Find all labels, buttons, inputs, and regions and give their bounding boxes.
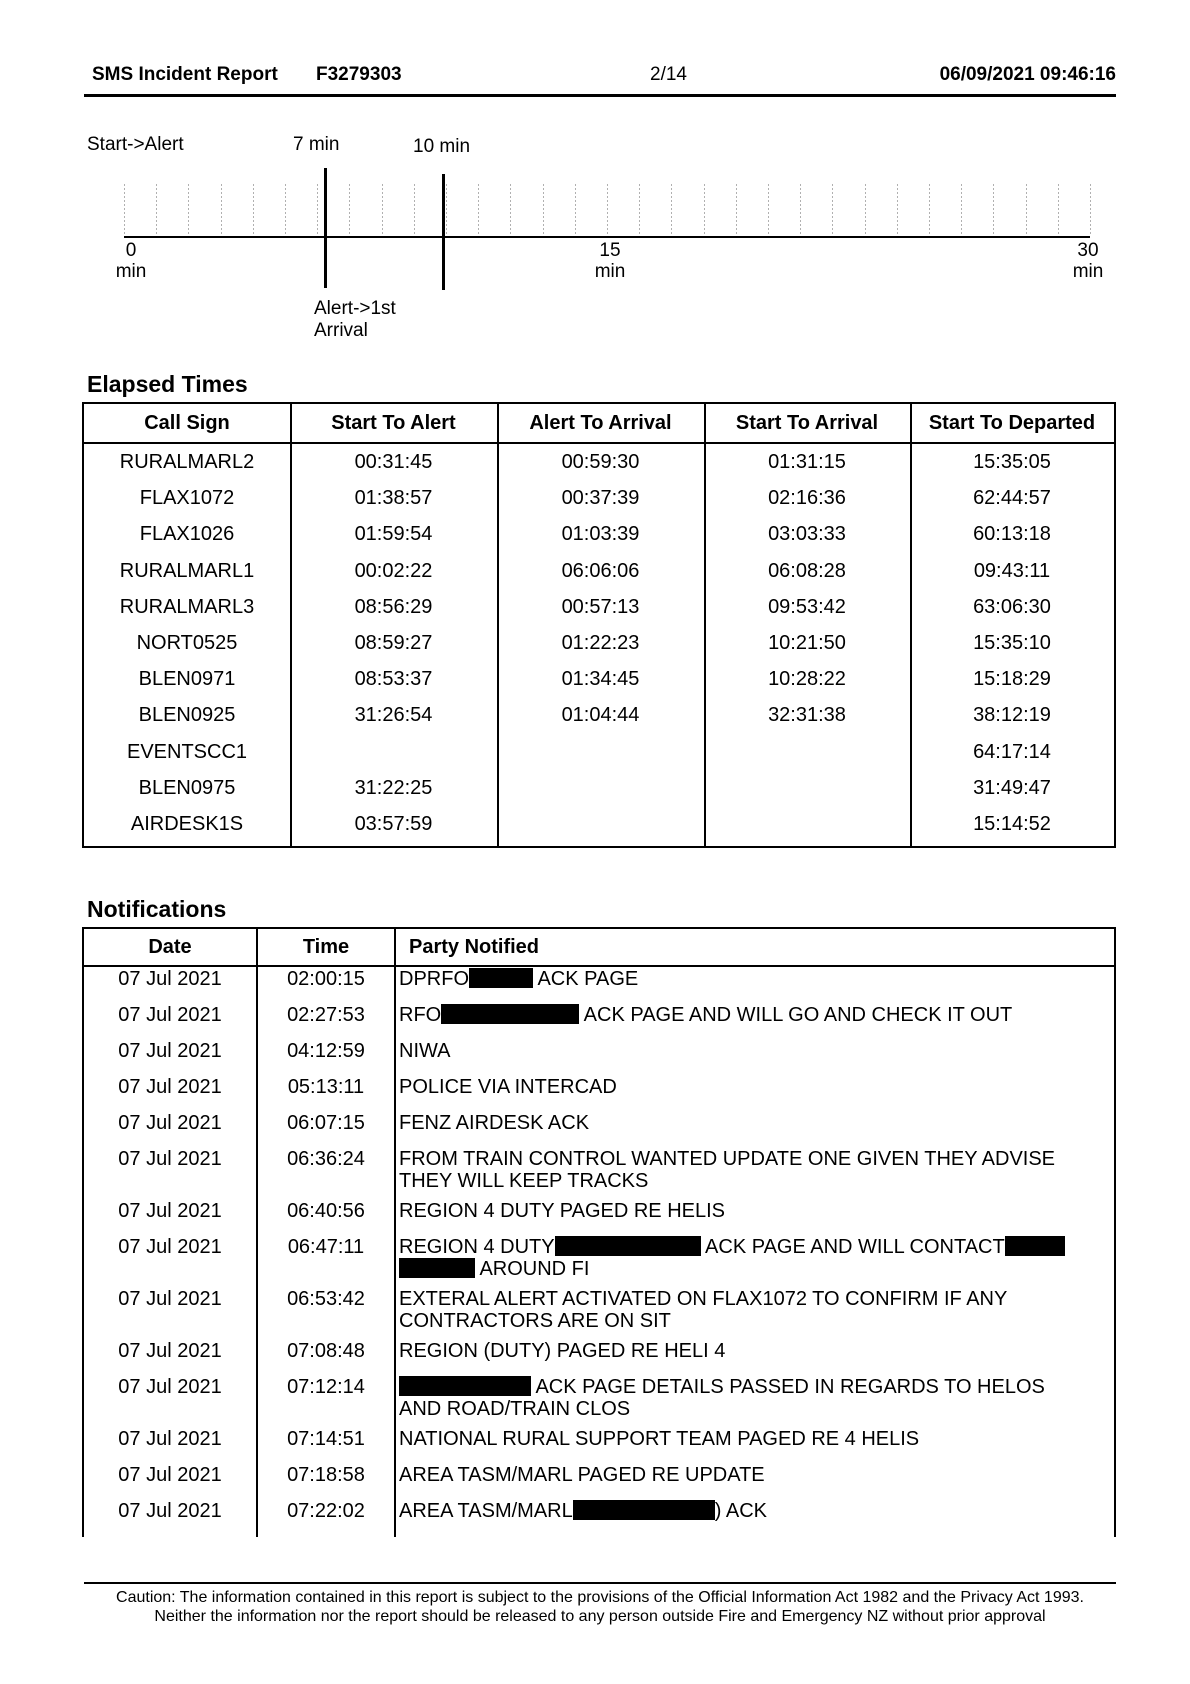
table-cell: 09:43:11 <box>973 559 1051 582</box>
notification-time: 05:13:11 <box>287 1076 365 1098</box>
table-cell: 15:35:10 <box>973 632 1051 654</box>
table-cell: 00:37:39 <box>561 487 640 510</box>
timeline-tick <box>639 184 640 236</box>
party-text: AROUND FI <box>479 1258 590 1280</box>
timeline-tick <box>671 184 672 236</box>
elapsed-times-title: Elapsed Times <box>87 371 248 397</box>
axis-label-30: 30 min <box>1072 240 1104 282</box>
notification-date: 07 Jul 2021 <box>118 968 222 990</box>
timeline-tick <box>414 184 415 236</box>
party-notified <box>399 1004 1104 1026</box>
table-cell: EVENTSCC1 <box>126 740 248 763</box>
notification-date: 07 Jul 2021 <box>118 1340 222 1362</box>
party-text: ACK PAGE AND WILL GO AND CHECK IT OUT <box>583 1004 1013 1026</box>
notification-time: 06:40:56 <box>287 1200 365 1222</box>
party-text: NATIONAL RURAL SUPPORT TEAM PAGED RE 4 HELIS <box>399 1428 920 1450</box>
column-header: Party Notified <box>409 936 540 958</box>
start-alert-marker <box>324 168 327 288</box>
notification-time: 07:14:51 <box>287 1428 365 1450</box>
party-text: REGION (DUTY) PAGED RE HELI 4 <box>399 1340 726 1362</box>
party-text: DPRFO <box>399 968 469 990</box>
party-notified <box>399 1148 1104 1192</box>
alert-arrival-label: Alert->1st Arrival <box>314 298 396 341</box>
notification-time: 06:36:24 <box>287 1148 365 1170</box>
party-text: ACK PAGE DETAILS PASSED IN REGARDS TO HELOS <box>535 1376 1045 1398</box>
column-header: Start To Departed <box>928 412 1096 434</box>
table-cell: 01:31:15 <box>768 451 846 473</box>
party-text: REGION 4 DUTY PAGED RE HELIS <box>399 1200 726 1222</box>
table-cell: 01:59:54 <box>354 523 433 546</box>
notification-time: 06:07:15 <box>287 1112 365 1134</box>
party-notified <box>399 1500 1104 1522</box>
table-cell: 10:21:50 <box>768 632 846 654</box>
notification-time: 07:18:58 <box>287 1464 365 1486</box>
notification-date: 07 Jul 2021 <box>118 1500 222 1522</box>
table-cell: 00:31:45 <box>354 451 433 473</box>
column-header: Start To Arrival <box>735 412 879 434</box>
table-row <box>84 480 1114 516</box>
table-cell: AIRDESK1S <box>130 813 244 835</box>
timeline-tick <box>446 184 447 236</box>
table-cell: 64:17:14 <box>973 740 1051 763</box>
table-cell: BLEN0971 <box>138 668 236 691</box>
table-cell: 01:22:23 <box>561 632 640 654</box>
party-notified <box>399 1288 1104 1332</box>
notifications-table-header <box>84 929 1114 967</box>
party-text: NIWA <box>399 1040 451 1062</box>
notification-date: 07 Jul 2021 <box>118 1428 222 1450</box>
party-notified <box>399 1200 1104 1222</box>
redaction-block <box>399 1258 475 1278</box>
table-row <box>84 553 1114 589</box>
column-header: Date <box>148 936 192 958</box>
notification-time: 06:47:11 <box>287 1236 365 1258</box>
notification-date: 07 Jul 2021 <box>118 1004 222 1026</box>
party-text: ACK PAGE <box>537 968 639 990</box>
table-cell: 15:18:29 <box>973 668 1051 691</box>
notification-time: 04:12:59 <box>287 1040 365 1062</box>
table-cell: 62:44:57 <box>973 487 1051 510</box>
notifications-title: Notifications <box>87 896 227 922</box>
party-notified <box>399 1236 1104 1280</box>
timeline-tick <box>1026 184 1027 236</box>
notification-date: 07 Jul 2021 <box>118 1200 222 1222</box>
table-cell: 01:34:45 <box>561 668 640 691</box>
notification-time: 02:27:53 <box>287 1004 365 1026</box>
timeline-tick <box>768 184 769 236</box>
redaction-block <box>469 968 533 988</box>
table-row <box>84 516 1114 552</box>
party-text: CONTRACTORS ARE ON SIT <box>399 1310 671 1332</box>
timeline-tick <box>188 184 189 236</box>
party-text: THEY WILL KEEP TRACKS <box>399 1170 649 1192</box>
table-cell: 63:06:30 <box>973 595 1051 618</box>
party-text: FENZ AIRDESK ACK <box>399 1112 590 1134</box>
notification-time: 06:53:42 <box>287 1288 365 1310</box>
header-divider <box>84 94 1116 97</box>
alert-arrival-marker <box>442 174 445 290</box>
timeline-tick <box>543 184 544 236</box>
timeline-tick <box>221 184 222 236</box>
report-title: SMS Incident Report <box>92 64 278 85</box>
report-datetime: 06/09/2021 09:46:16 <box>939 64 1116 85</box>
redaction-block <box>555 1236 701 1256</box>
footer-approval: Neither the information nor the report should be released to any person outside Fire and Emergency NZ without prior approval <box>154 1608 1046 1625</box>
timeline-tick <box>865 184 866 236</box>
timeline-tick <box>510 184 511 236</box>
timeline-tick <box>382 184 383 236</box>
table-cell: BLEN0975 <box>138 776 236 799</box>
redaction-block <box>1005 1236 1065 1256</box>
party-text: AREA TASM/MARL PAGED RE UPDATE <box>399 1464 765 1486</box>
notification-date: 07 Jul 2021 <box>118 1464 222 1486</box>
table-row <box>84 734 1114 770</box>
party-notified <box>399 1464 1104 1486</box>
table-cell: 03:57:59 <box>354 813 433 835</box>
table-cell: RURALMARL1 <box>119 559 255 582</box>
timeline-tick <box>253 184 254 236</box>
table-cell <box>497 734 704 770</box>
party-notified <box>399 1340 1104 1362</box>
table-cell: NORT0525 <box>136 632 238 654</box>
notification-time: 07:22:02 <box>287 1500 365 1522</box>
table-cell: 08:56:29 <box>354 595 433 618</box>
table-cell: 08:53:37 <box>354 668 433 691</box>
notification-date: 07 Jul 2021 <box>118 1076 222 1098</box>
footer-divider <box>84 1582 1116 1584</box>
table-cell: 38:12:19 <box>973 704 1051 727</box>
notification-date: 07 Jul 2021 <box>118 1112 222 1134</box>
elapsed-times-table <box>82 402 1116 848</box>
timeline-tick <box>704 184 705 236</box>
timeline-tick <box>929 184 930 236</box>
notification-date: 07 Jul 2021 <box>118 1376 222 1398</box>
start-alert-value: 7 min <box>293 134 340 155</box>
table-cell: 08:59:27 <box>354 632 433 654</box>
timeline-tick <box>607 184 608 236</box>
table-row <box>84 806 1114 842</box>
axis-label-15: 15 min <box>594 240 626 282</box>
table-cell: 03:03:33 <box>768 523 846 546</box>
table-cell: 02:16:36 <box>768 487 846 510</box>
timeline-axis <box>124 236 1090 238</box>
table-row <box>84 444 1114 480</box>
table-cell: 31:22:25 <box>354 776 433 799</box>
timeline-tick <box>156 184 157 236</box>
page-number: 2/14 <box>650 64 687 85</box>
column-header: Alert To Arrival <box>529 412 672 434</box>
timeline-tick <box>736 184 737 236</box>
notifications-table <box>82 927 1116 1537</box>
table-cell: 06:06:06 <box>561 559 640 582</box>
party-notified <box>399 1076 1104 1098</box>
table-cell: 00:57:13 <box>561 595 640 618</box>
party-notified <box>399 1428 1104 1450</box>
timeline-tick <box>478 184 479 236</box>
timeline-tick <box>285 184 286 236</box>
party-text: REGION 4 DUTY <box>399 1236 555 1258</box>
party-text: FROM TRAIN CONTROL WANTED UPDATE ONE GIVEN THEY ADVISE <box>399 1148 1056 1170</box>
notification-date: 07 Jul 2021 <box>118 1040 222 1062</box>
table-cell: 01:04:44 <box>561 704 640 727</box>
incident-id: F3279303 <box>316 64 402 85</box>
table-row <box>84 770 1114 806</box>
redaction-block <box>441 1004 579 1024</box>
table-cell: 00:02:22 <box>354 559 433 582</box>
timeline-tick <box>832 184 833 236</box>
table-cell: RURALMARL2 <box>119 451 255 473</box>
elapsed-table-header <box>84 404 1114 444</box>
notification-date: 07 Jul 2021 <box>118 1236 222 1258</box>
timeline-tick <box>1058 184 1059 236</box>
footer-caution: Caution: The information contained in this report is subject to the provisions of the Official Information Act 1982 and the Privacy Act 1993. <box>116 1589 1084 1606</box>
timeline-tick <box>124 184 125 236</box>
table-cell <box>704 770 910 806</box>
table-cell: FLAX1026 <box>139 523 235 546</box>
table-cell <box>497 770 704 806</box>
party-notified <box>399 968 1104 990</box>
column-header: Time <box>302 936 350 958</box>
column-divider <box>394 929 396 1537</box>
redaction-block <box>399 1376 531 1396</box>
timeline-tick <box>575 184 576 236</box>
timeline-tick <box>961 184 962 236</box>
column-header: Call Sign <box>144 412 230 434</box>
timeline-tick <box>897 184 898 236</box>
party-notified <box>399 1040 1104 1062</box>
alert-arrival-value: 10 min <box>413 136 471 157</box>
party-text: ACK PAGE AND WILL CONTACT <box>705 1236 1005 1258</box>
table-cell: 32:31:38 <box>768 704 846 727</box>
party-text: AREA TASM/MARL <box>399 1500 573 1522</box>
axis-label-0: 0 min <box>115 240 147 282</box>
table-row <box>84 625 1114 661</box>
column-header: Start To Alert <box>331 412 456 434</box>
table-row <box>84 697 1114 733</box>
table-cell <box>704 734 910 770</box>
party-text: POLICE VIA INTERCAD <box>399 1076 617 1098</box>
table-row <box>84 589 1114 625</box>
notification-date: 07 Jul 2021 <box>118 1288 222 1310</box>
party-text: ) ACK <box>714 1500 767 1522</box>
table-row <box>84 661 1114 697</box>
table-cell <box>704 806 910 842</box>
notification-date: 07 Jul 2021 <box>118 1148 222 1170</box>
table-cell: FLAX1072 <box>139 487 235 510</box>
table-cell: 60:13:18 <box>973 523 1051 546</box>
timeline-tick <box>800 184 801 236</box>
party-notified <box>399 1376 1104 1420</box>
table-cell: 09:53:42 <box>768 595 846 618</box>
party-text: AND ROAD/TRAIN CLOS <box>399 1398 631 1420</box>
table-cell <box>497 806 704 842</box>
table-cell <box>290 734 497 770</box>
table-cell: 01:03:39 <box>561 523 640 546</box>
party-notified <box>399 1112 1104 1134</box>
table-cell: 00:59:30 <box>561 451 640 473</box>
table-cell: 01:38:57 <box>354 487 433 510</box>
timeline-tick <box>317 184 318 236</box>
party-text: EXTERAL ALERT ACTIVATED ON FLAX1072 TO CONFIRM IF ANY <box>399 1288 1008 1310</box>
notification-time: 07:08:48 <box>287 1340 365 1362</box>
start-alert-label: Start->Alert <box>87 134 184 155</box>
table-cell: RURALMARL3 <box>119 595 255 618</box>
table-cell: 15:14:52 <box>973 813 1051 835</box>
table-cell: 06:08:28 <box>768 559 846 582</box>
table-cell: 15:35:05 <box>973 451 1051 473</box>
timeline-tick <box>993 184 994 236</box>
timeline-tick <box>349 184 350 236</box>
timeline-tick <box>1090 184 1091 236</box>
table-cell: 31:49:47 <box>973 776 1051 799</box>
table-cell: 31:26:54 <box>354 704 433 727</box>
notification-time: 02:00:15 <box>287 968 365 990</box>
redaction-block <box>573 1500 715 1520</box>
table-cell: 10:28:22 <box>768 668 846 691</box>
party-text: RFO <box>399 1004 442 1026</box>
notification-time: 07:12:14 <box>287 1376 365 1398</box>
table-cell: BLEN0925 <box>138 704 236 727</box>
